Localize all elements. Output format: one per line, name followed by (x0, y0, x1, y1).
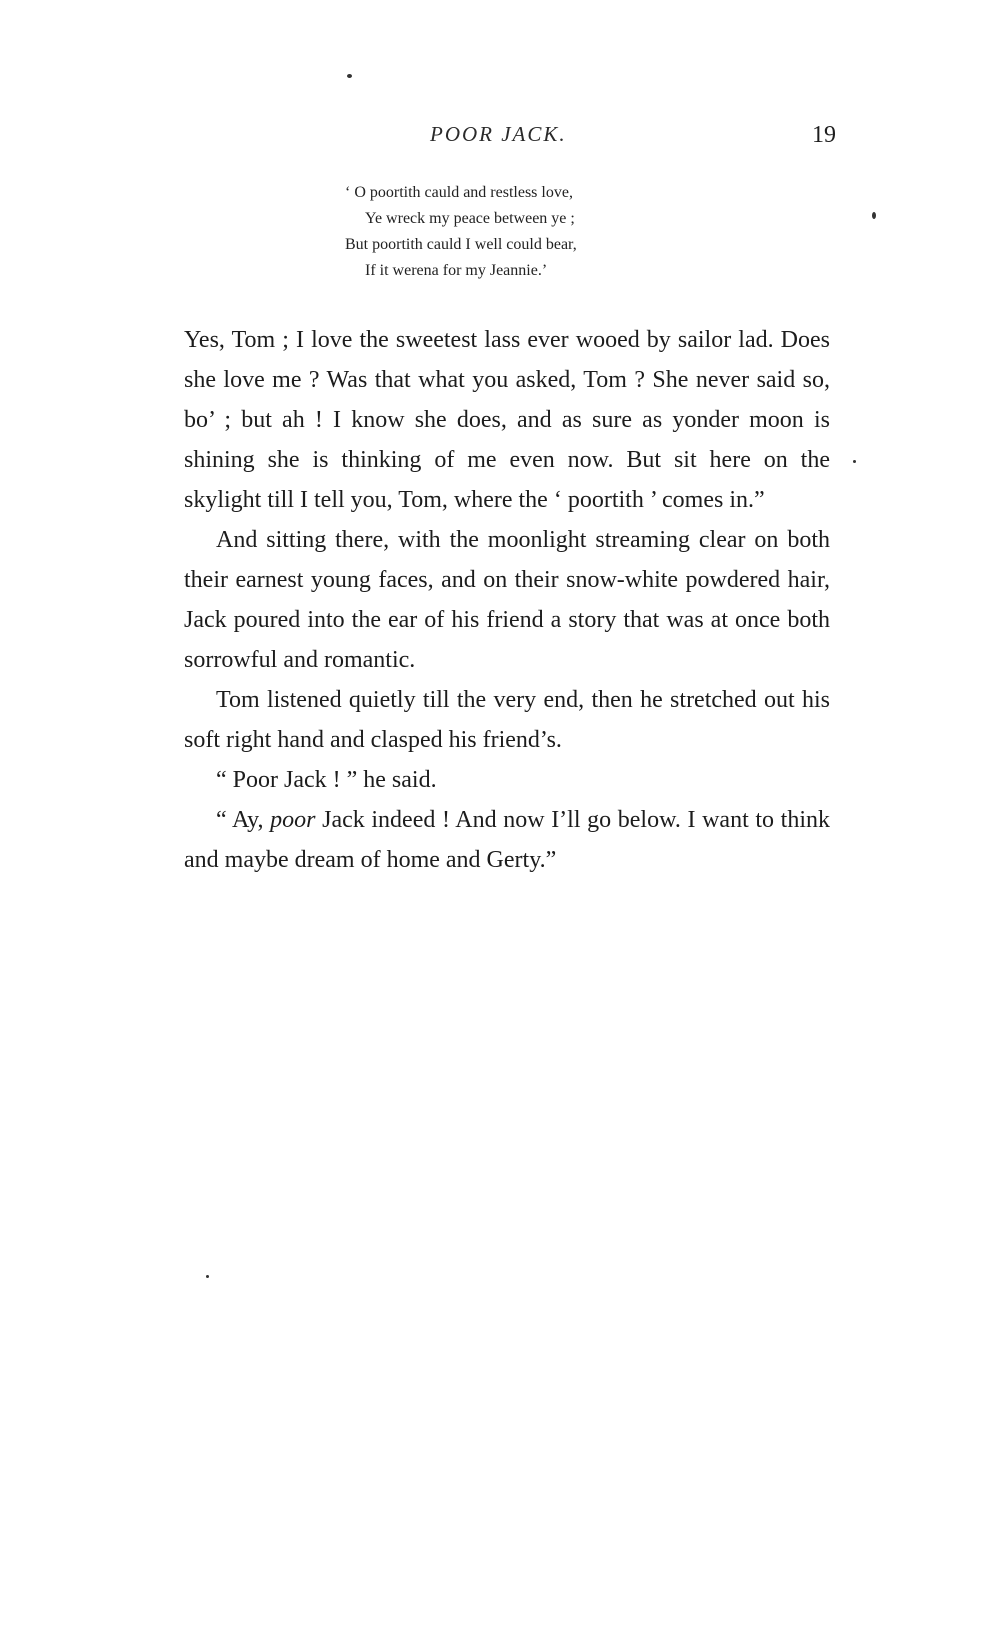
body-text (184, 320, 830, 880)
paragraph-text: “ Ay, (216, 807, 271, 833)
emphasis-text: poor (270, 807, 316, 833)
page-number: 19 (812, 122, 836, 148)
verse-line: ‘ O poortith cauld and restless love, (345, 184, 573, 201)
ink-speck (853, 460, 856, 463)
ink-speck (347, 74, 352, 78)
ink-speck (872, 212, 876, 219)
paragraph: “ Poor Jack ! ” he said. (216, 767, 437, 793)
verse-quote (345, 180, 577, 284)
paragraph: Yes, Tom ; I love the sweetest lass ever wooed by sailor lad. Does she love me ? Was that what you asked, Tom ? She never said so, bo’ ; but ah ! I know she does, and as sure as yonder moon is shining she is thinking of me even now. But sit here on the skylight till I tell you, Tom, where the ‘ poortith ’ comes in.” (184, 327, 830, 513)
verse-line: But poortith cauld I well could bear, (345, 236, 577, 253)
verse-line: Ye wreck my peace between ye ; (365, 210, 575, 227)
paragraph (184, 800, 830, 880)
ink-speck (206, 1275, 209, 1278)
paragraph-text: Jack indeed ! And now I’ll go below. I want to think and maybe dream of home and Gerty.” (184, 807, 830, 873)
paragraph: Tom listened quietly till the very end, then he stretched out his soft right hand and clasped his friend’s. (184, 687, 830, 753)
running-title: POOR JACK. (430, 122, 567, 146)
paragraph: And sitting there, with the moonlight streaming clear on both their earnest young faces, and on their snow-white powdered hair, Jack poured into the ear of his friend a story that was at once both sorrowful and romantic. (184, 527, 830, 673)
verse-line: If it werena for my Jeannie.’ (365, 262, 548, 279)
